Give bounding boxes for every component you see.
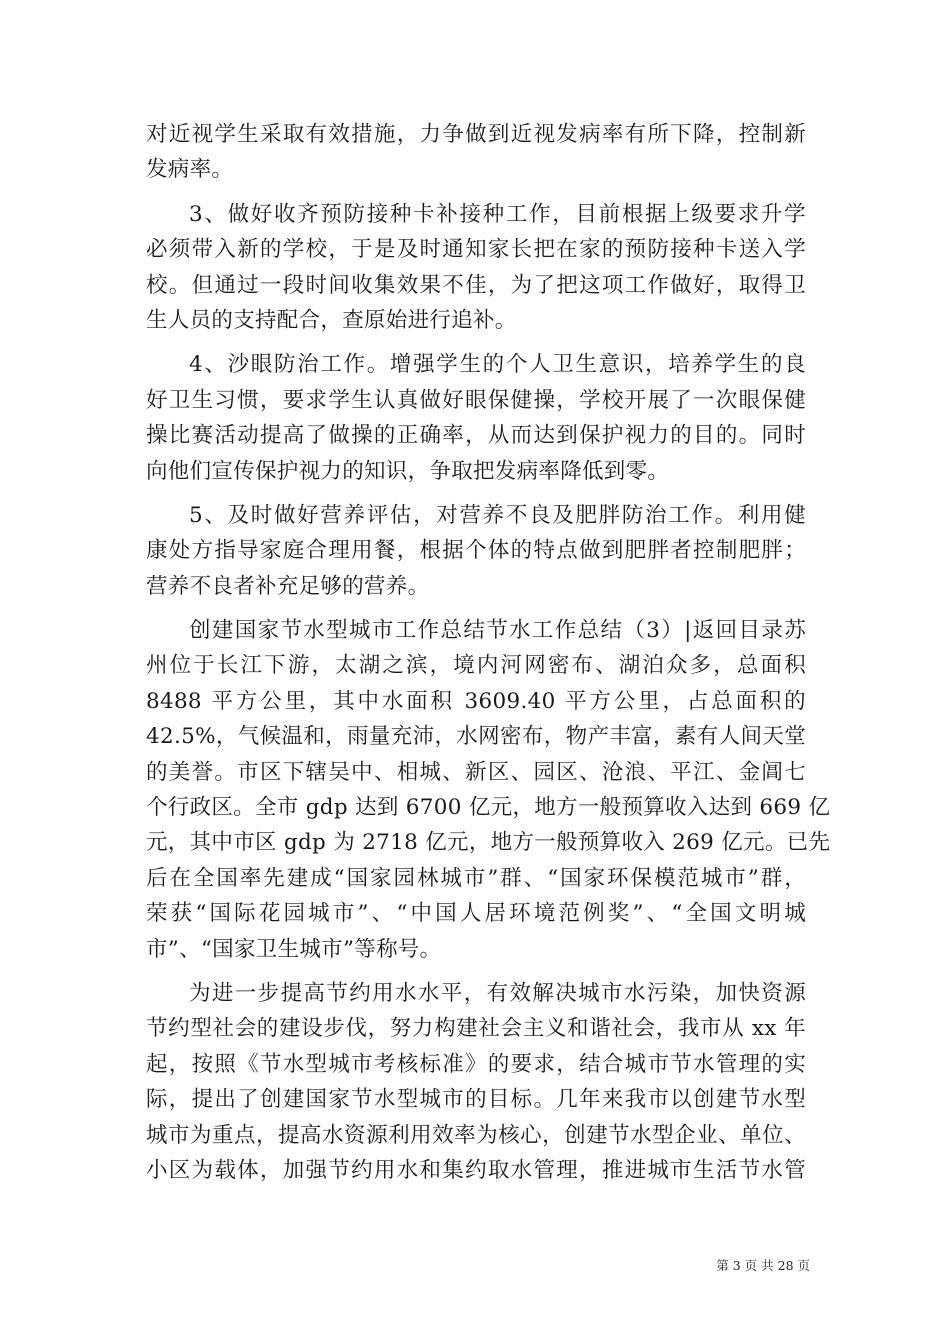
text-line: 的美誉。市区下辖吴中、相城、新区、园区、沧浪、平江、金阊七 (146, 759, 806, 785)
text-line: 州位于长江下游，太湖之滨，境内河网密布、湖泊众多，总面积 (146, 653, 806, 679)
text-line: 42.5%，气候温和，雨量充沛，水网密布，物产丰富，素有人间天堂 (146, 724, 806, 750)
text-line: 城市为重点，提高水资源利用效率为核心，创建节水型企业、单位、 (146, 1122, 806, 1148)
text-line: 8488 平方公里，其中水面积 3609.40 平方公里，占总面积的 (146, 688, 806, 714)
text-line: 3、做好收齐预防接种卡补接种工作，目前根据上级要求升学 (189, 201, 806, 227)
text-line: 创建国家节水型城市工作总结节水工作总结（3）|返回目录苏 (189, 618, 806, 644)
paragraph-3 (146, 347, 806, 489)
text-line: 个行政区。全市 gdp 达到 6700 亿元，地方一般预算收入达到 669 亿 (146, 795, 831, 821)
paragraph-5 (146, 613, 831, 967)
text-line: 小区为载体，加强节约用水和集约取水管理，推进城市生活节水管 (146, 1157, 806, 1183)
text-line: 4、沙眼防治工作。增强学生的个人卫生意识，培养学生的良 (189, 352, 806, 378)
text-line: 操比赛活动提高了做操的正确率，从而达到保护视力的目的。同时 (146, 423, 806, 449)
text-line: 际，提出了创建国家节水型城市的目标。几年来我市以创建节水型 (146, 1087, 806, 1113)
paragraph-2 (146, 197, 806, 339)
text-line: 好卫生习惯，要求学生认真做好眼保健操，学校开展了一次眼保健 (146, 387, 806, 413)
text-line: 荣获“国际花园城市”、“中国人居环境范例奖”、“全国文明城 (146, 901, 806, 927)
paragraph-gap (146, 967, 806, 976)
text-line: 向他们宣传保护视力的知识，争取把发病率降低到零。 (146, 458, 670, 484)
paragraph-gap (146, 604, 806, 613)
document-body (146, 117, 831, 1188)
text-line: 为进一步提高节约用水水平，有效解决城市水污染，加快资源 (189, 980, 806, 1006)
text-line: 节约型社会的建设步伐，努力构建社会主义和谐社会，我市从 xx 年 (146, 1016, 806, 1042)
text-line: 生人员的支持配合，查原始进行追补。 (146, 307, 517, 333)
text-line: 后在全国率先建成“国家园林城市”群、“国家环保模范城市”群， (146, 865, 806, 891)
paragraph-4 (146, 498, 806, 604)
text-line: 营养不良者补充足够的营养。 (146, 573, 430, 599)
paragraph-6 (146, 976, 806, 1188)
text-line: 校。但通过一段时间收集效果不佳，为了把这项工作做好，取得卫 (146, 272, 806, 298)
paragraph-gap (146, 338, 806, 347)
text-line: 元，其中市区 gdp 为 2718 亿元，地方一般预算收入 269 亿元。已先 (146, 830, 831, 856)
text-line: 康处方指导家庭合理用餐，根据个体的特点做到肥胖者控制肥胖； (146, 538, 806, 564)
page-number-footer: 第 3 页 共 28 页 (716, 1258, 810, 1273)
text-line: 5、及时做好营养评估，对营养不良及肥胖防治工作。利用健 (189, 502, 806, 528)
text-line: 对近视学生采取有效措施，力争做到近视发病率有所下降，控制新 (146, 122, 806, 147)
text-line: 起，按照《节水型城市考核标准》的要求，结合城市节水管理的实 (146, 1051, 806, 1077)
text-line: 发病率。 (146, 157, 234, 183)
paragraph-gap (146, 188, 806, 197)
text-line: 必须带入新的学校，于是及时通知家长把在家的预防接种卡送入学 (146, 237, 806, 263)
paragraph-gap (146, 489, 806, 498)
paragraph-1 (146, 117, 806, 188)
text-line: 市”、“国家卫生城市”等称号。 (146, 936, 442, 962)
